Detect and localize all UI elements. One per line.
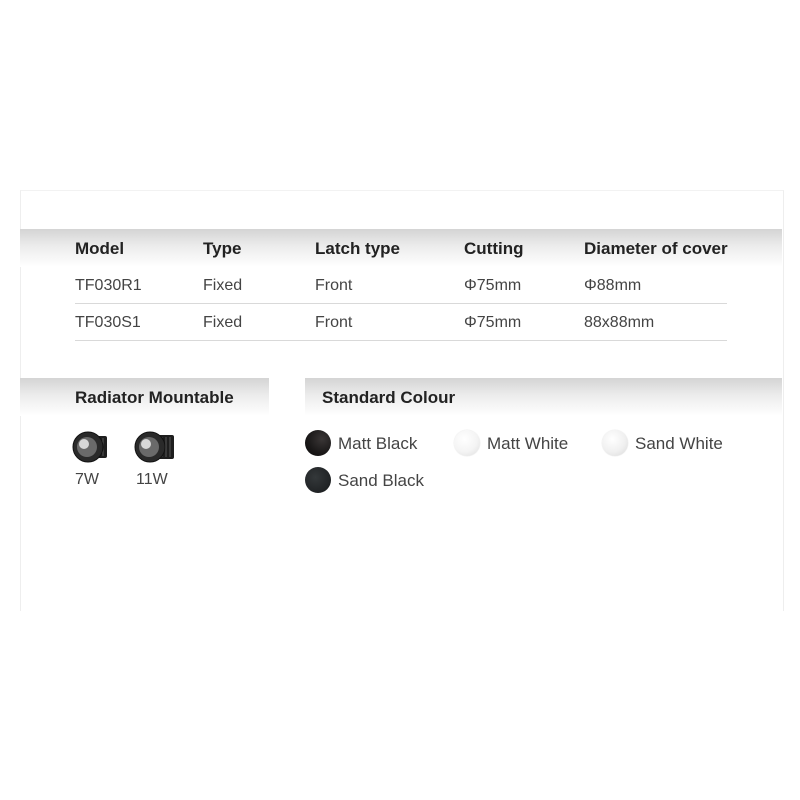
sand-black-swatch: [305, 467, 331, 493]
cell-diameter: 88x88mm: [584, 314, 655, 331]
led-module-icon: [134, 430, 176, 469]
row-divider: [75, 303, 727, 304]
cell-model: TF030S1: [75, 314, 141, 331]
sand-white-swatch: [602, 430, 628, 456]
swatch-label: Sand White: [635, 434, 723, 453]
cell-type: Fixed: [203, 314, 243, 331]
cell-latch-type: Front: [315, 314, 353, 331]
cell-cutting: Φ75mm: [464, 277, 522, 294]
wattage-label: 11W: [136, 471, 168, 488]
header-latch-type: Latch type: [315, 239, 401, 258]
wattage-label: 7W: [75, 471, 99, 488]
header-type: Type: [203, 239, 242, 258]
header-diameter-of-cover: Diameter of cover: [584, 239, 728, 258]
swatch-label: Matt White: [487, 434, 569, 453]
cell-cutting: Φ75mm: [464, 314, 522, 331]
cell-latch-type: Front: [315, 277, 353, 294]
header-model: Model: [75, 239, 125, 258]
matt-white-swatch: [454, 430, 480, 456]
radiator-title: Radiator Mountable: [75, 388, 234, 407]
led-module-icon: [71, 430, 109, 469]
row-divider: [75, 340, 727, 341]
swatch-label: Matt Black: [338, 434, 418, 453]
colour-title: Standard Colour: [322, 388, 456, 407]
cell-type: Fixed: [203, 277, 243, 294]
header-cutting: Cutting: [464, 239, 524, 258]
cell-diameter: Φ88mm: [584, 277, 642, 294]
swatch-label: Sand Black: [338, 471, 424, 490]
cell-model: TF030R1: [75, 277, 142, 294]
matt-black-swatch: [305, 430, 331, 456]
